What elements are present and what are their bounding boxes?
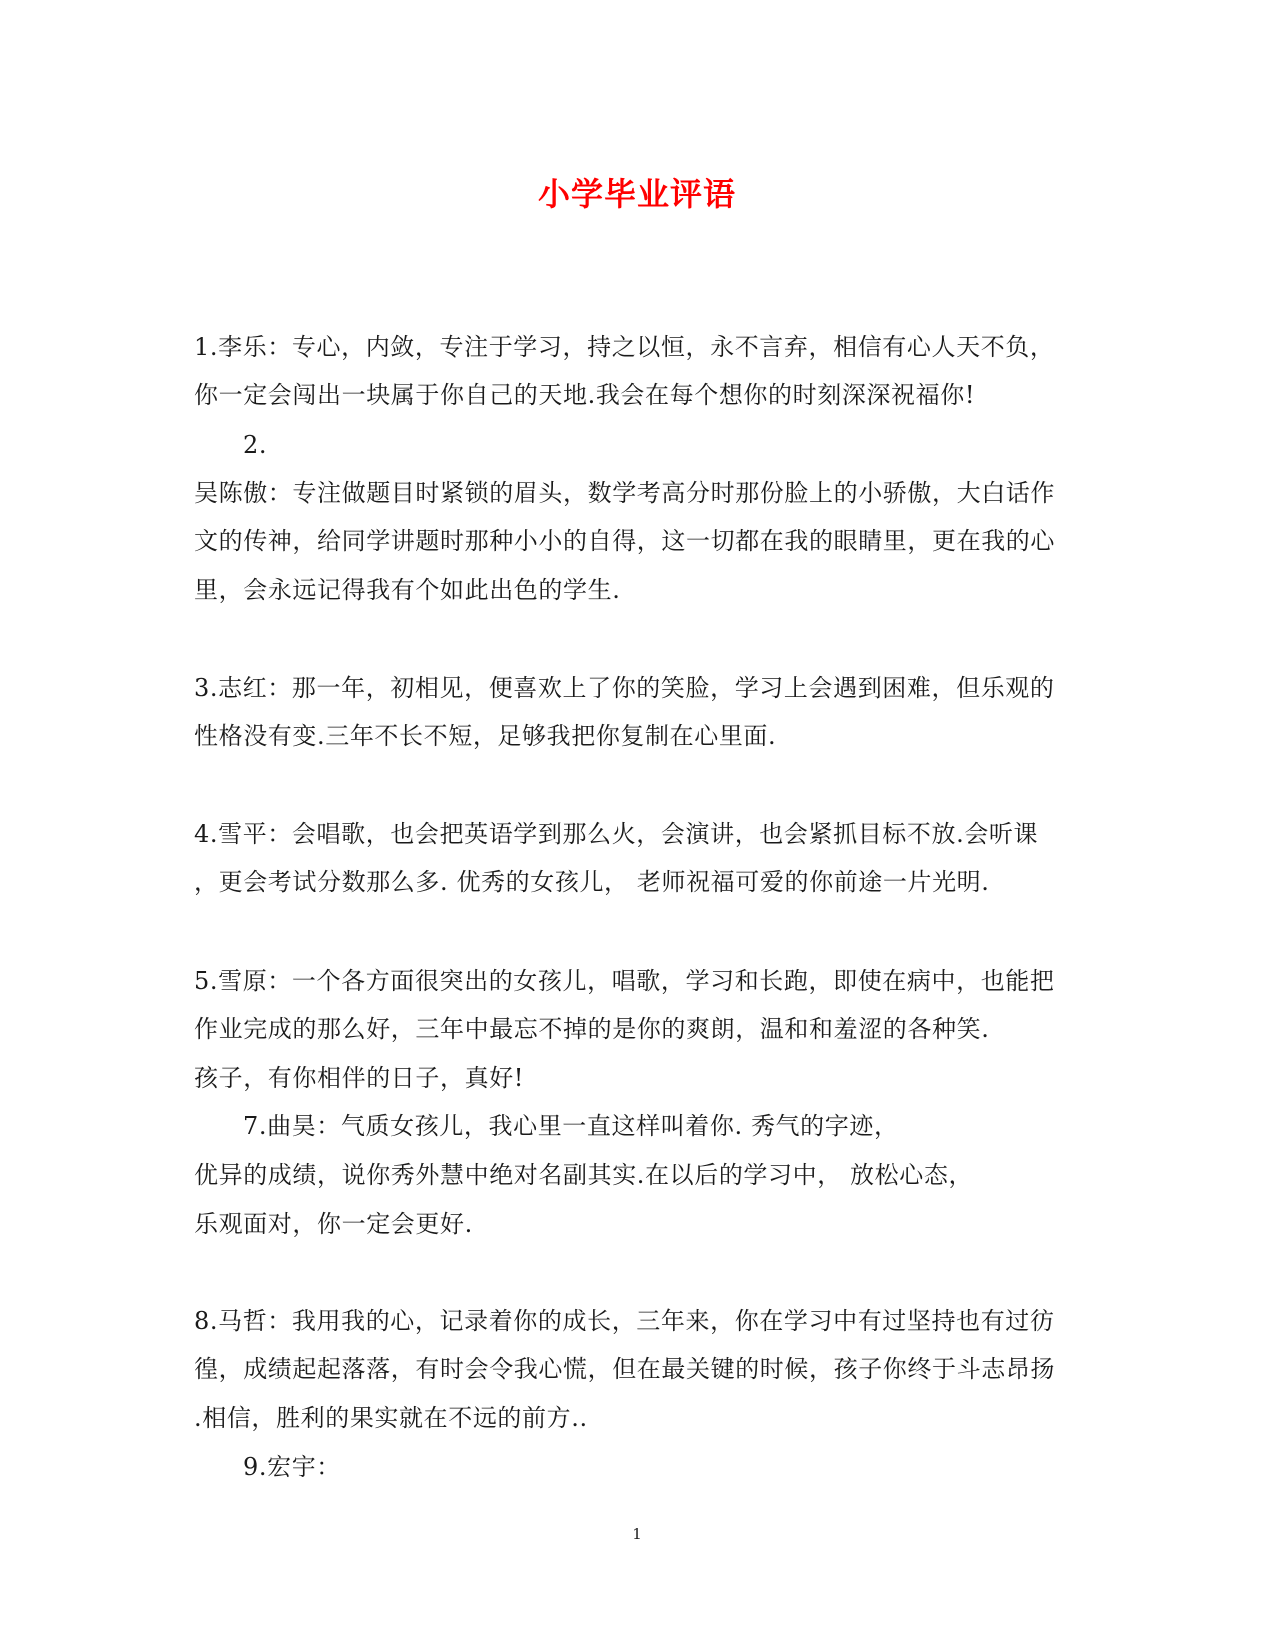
text-line: .相信，胜利的果实就在不远的前方.. [194,1404,588,1432]
page-number: 1 [632,1525,642,1543]
text-line: 4.雪平：会唱歌，也会把英语学到那么火，会演讲，也会紧抓目标不放.会听课 [194,820,1039,848]
text-line: ，更会考试分数那么多. 优秀的女孩儿， 老师祝福可爱的你前途一片光明. [194,868,990,896]
text-line: 3.志红：那一年，初相见，便喜欢上了你的笑脸，学习上会遇到困难，但乐观的 [194,674,1055,702]
text-line: 文的传神，给同学讲题时那种小小的自得，这一切都在我的眼睛里，更在我的心 [194,527,1055,555]
text-line: 你一定会闯出一块属于你自己的天地.我会在每个想你的时刻深深祝福你! [194,381,976,409]
text-line: 5.雪原：一个各方面很突出的女孩儿，唱歌，学习和长跑，即使在病中，也能把 [194,967,1055,995]
text-line: 优异的成绩，说你秀外慧中绝对名副其实.在以后的学习中， 放松心态， [194,1161,974,1189]
text-line: 性格没有变.三年不长不短，足够我把你复制在心里面. [194,722,777,750]
text-line: 1.李乐：专心，内敛，专注于学习，持之以恒，永不言弃，相信有心人天不负， [194,333,1055,361]
text-line: 乐观面对，你一定会更好. [194,1210,473,1238]
text-line: 里，会永远记得我有个如此出色的学生. [194,576,621,604]
text-line: 2. [243,431,268,459]
text-line: 9.宏宇： [243,1453,341,1481]
text-line: 作业完成的那么好，三年中最忘不掉的是你的爽朗，温和和羞涩的各种笑. [194,1015,990,1043]
text-line: 8.马哲：我用我的心，记录着你的成长，三年来，你在学习中有过坚持也有过彷 [194,1307,1055,1335]
text-line: 7.曲昊：气质女孩儿，我心里一直这样叫着你. 秀气的字迹， [243,1112,899,1140]
text-line: 徨，成绩起起落落，有时会令我心慌，但在最关键的时候，孩子你终于斗志昂扬 [194,1355,1055,1383]
document-title: 小学毕业评语 [537,175,736,213]
text-line: 孩子，有你相伴的日子，真好! [194,1064,525,1092]
text-line: 吴陈傲：专注做题目时紧锁的眉头，数学考高分时那份脸上的小骄傲，大白话作 [194,479,1055,507]
